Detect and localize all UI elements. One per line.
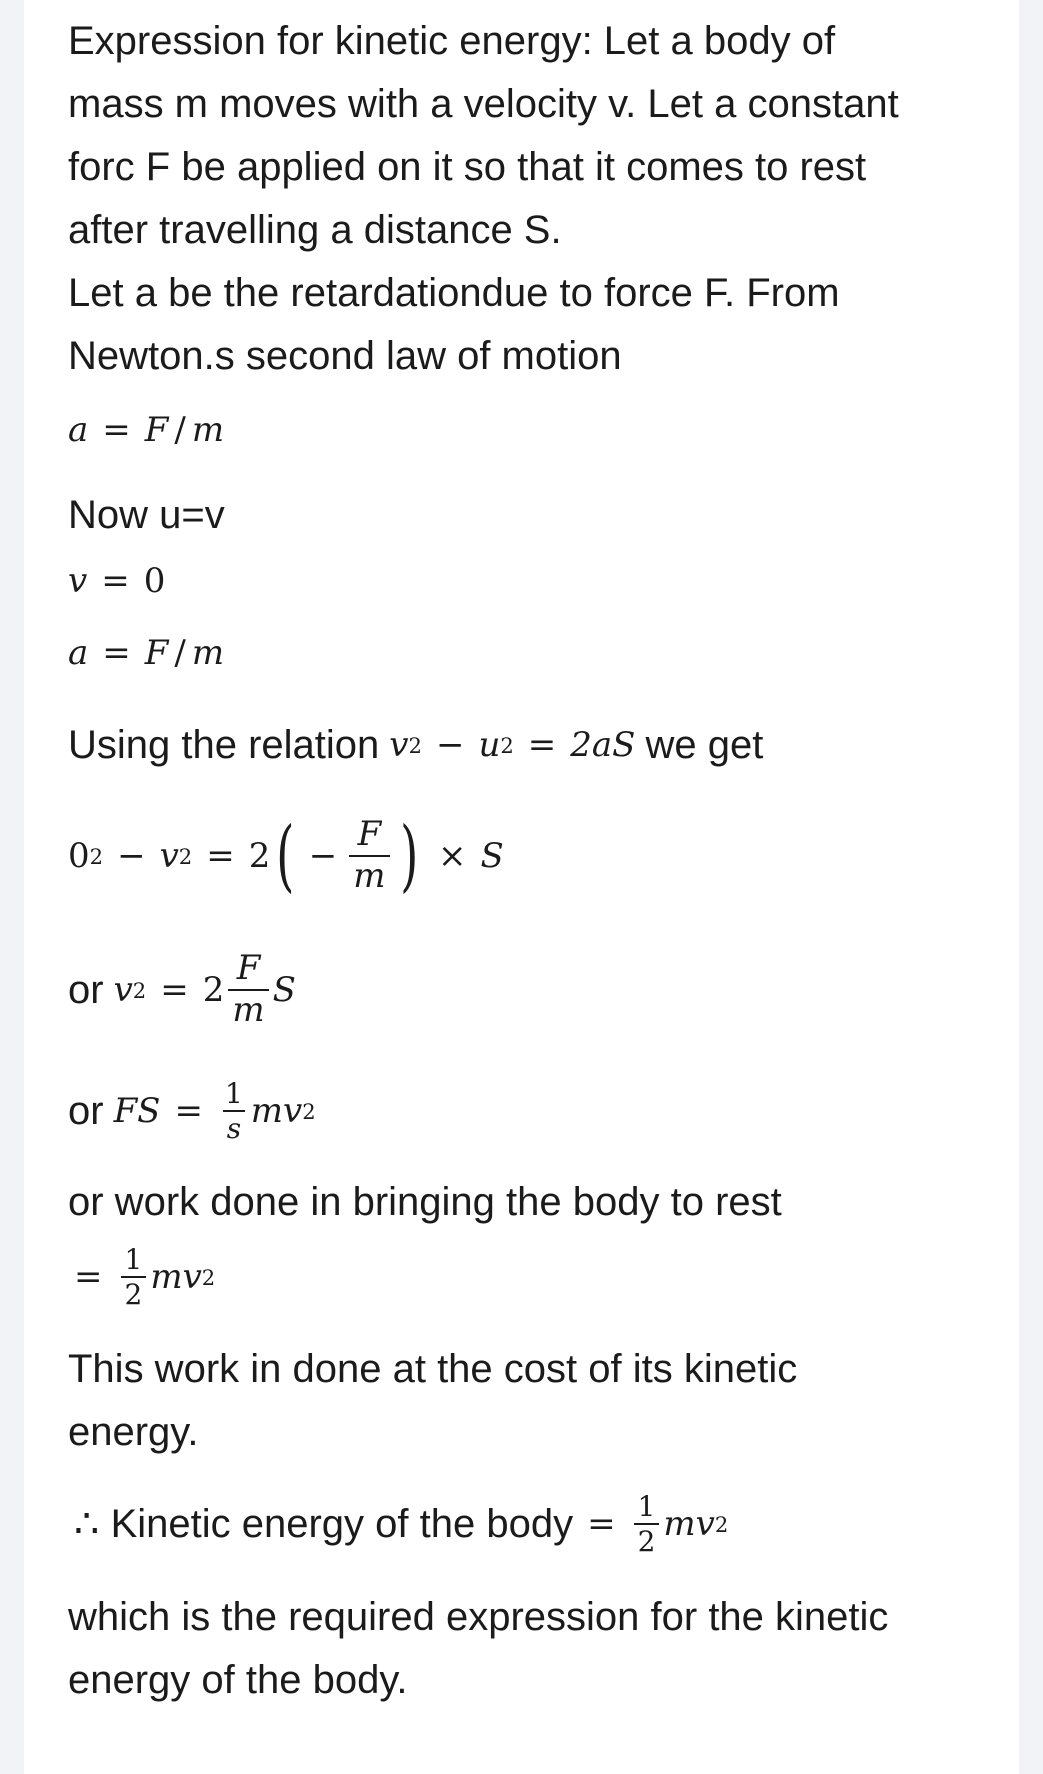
fraction-f-over-m: $\frac{F}{m}$ <box>349 817 389 894</box>
intro-paragraph <box>68 10 1008 388</box>
equation-a-f-over-m-1: a = F / m <box>68 410 225 450</box>
cost-paragraph: This work in done at the cost of its kinetic energy. <box>68 1347 798 1454</box>
equation-v-equals-0: v = 0 <box>68 561 166 601</box>
equation-a-f-over-m-2: a = F / m <box>68 633 225 673</box>
work-done-line: or work done in bringing the body to rest <box>68 1180 782 1224</box>
equation-v-squared: or v 2 = 2 $\frac{F}{m}$ S <box>68 948 296 1030</box>
intro-line-4: after travelling a distance S. <box>68 208 562 252</box>
equation-half-mv-squared: = $\frac{1}{2}$ mv 2 <box>74 1242 216 1311</box>
retard-line-2: Newton.s second law of motion <box>68 334 622 378</box>
intro-line-2: mass m moves with a velocity v. Let a constant <box>68 82 899 126</box>
now-u-equals-v: Now u=v <box>68 493 225 537</box>
equation-zero-minus-v-squared: 0 2 − v 2 = 2 ( − $\frac{F}{m}$ ) × S <box>68 811 504 901</box>
solution-content <box>68 10 1008 1712</box>
equation-fs: or FS = $\frac{1}{s}$ mv 2 <box>68 1076 316 1145</box>
fraction-one-half: $\frac{1}{2}$ <box>121 1245 147 1310</box>
intro-line-3: forc F be applied on it so that it comes to rest <box>68 145 867 189</box>
conclusion-paragraph: which is the required expression for the kinetic energy of the body. <box>68 1595 889 1702</box>
intro-line-1: Expression for kinetic energy: Let a body of <box>68 19 836 63</box>
fraction-one-over-s: $\frac{1}{s}$ <box>221 1079 247 1144</box>
fraction-f-over-m-2: $\frac{F}{m}$ <box>228 951 268 1028</box>
retard-line-1: Let a be the retardationdue to force F. From <box>68 271 840 315</box>
fraction-one-half-2: $\frac{1}{2}$ <box>634 1492 660 1557</box>
answer-card <box>24 0 1019 1774</box>
kinetic-energy-result: ∴ Kinetic energy of the body = $\frac{1}{2}$ mv 2 <box>74 1489 729 1558</box>
relation-line: Using the relation v 2 − u 2 = 2aS we get <box>68 722 764 767</box>
